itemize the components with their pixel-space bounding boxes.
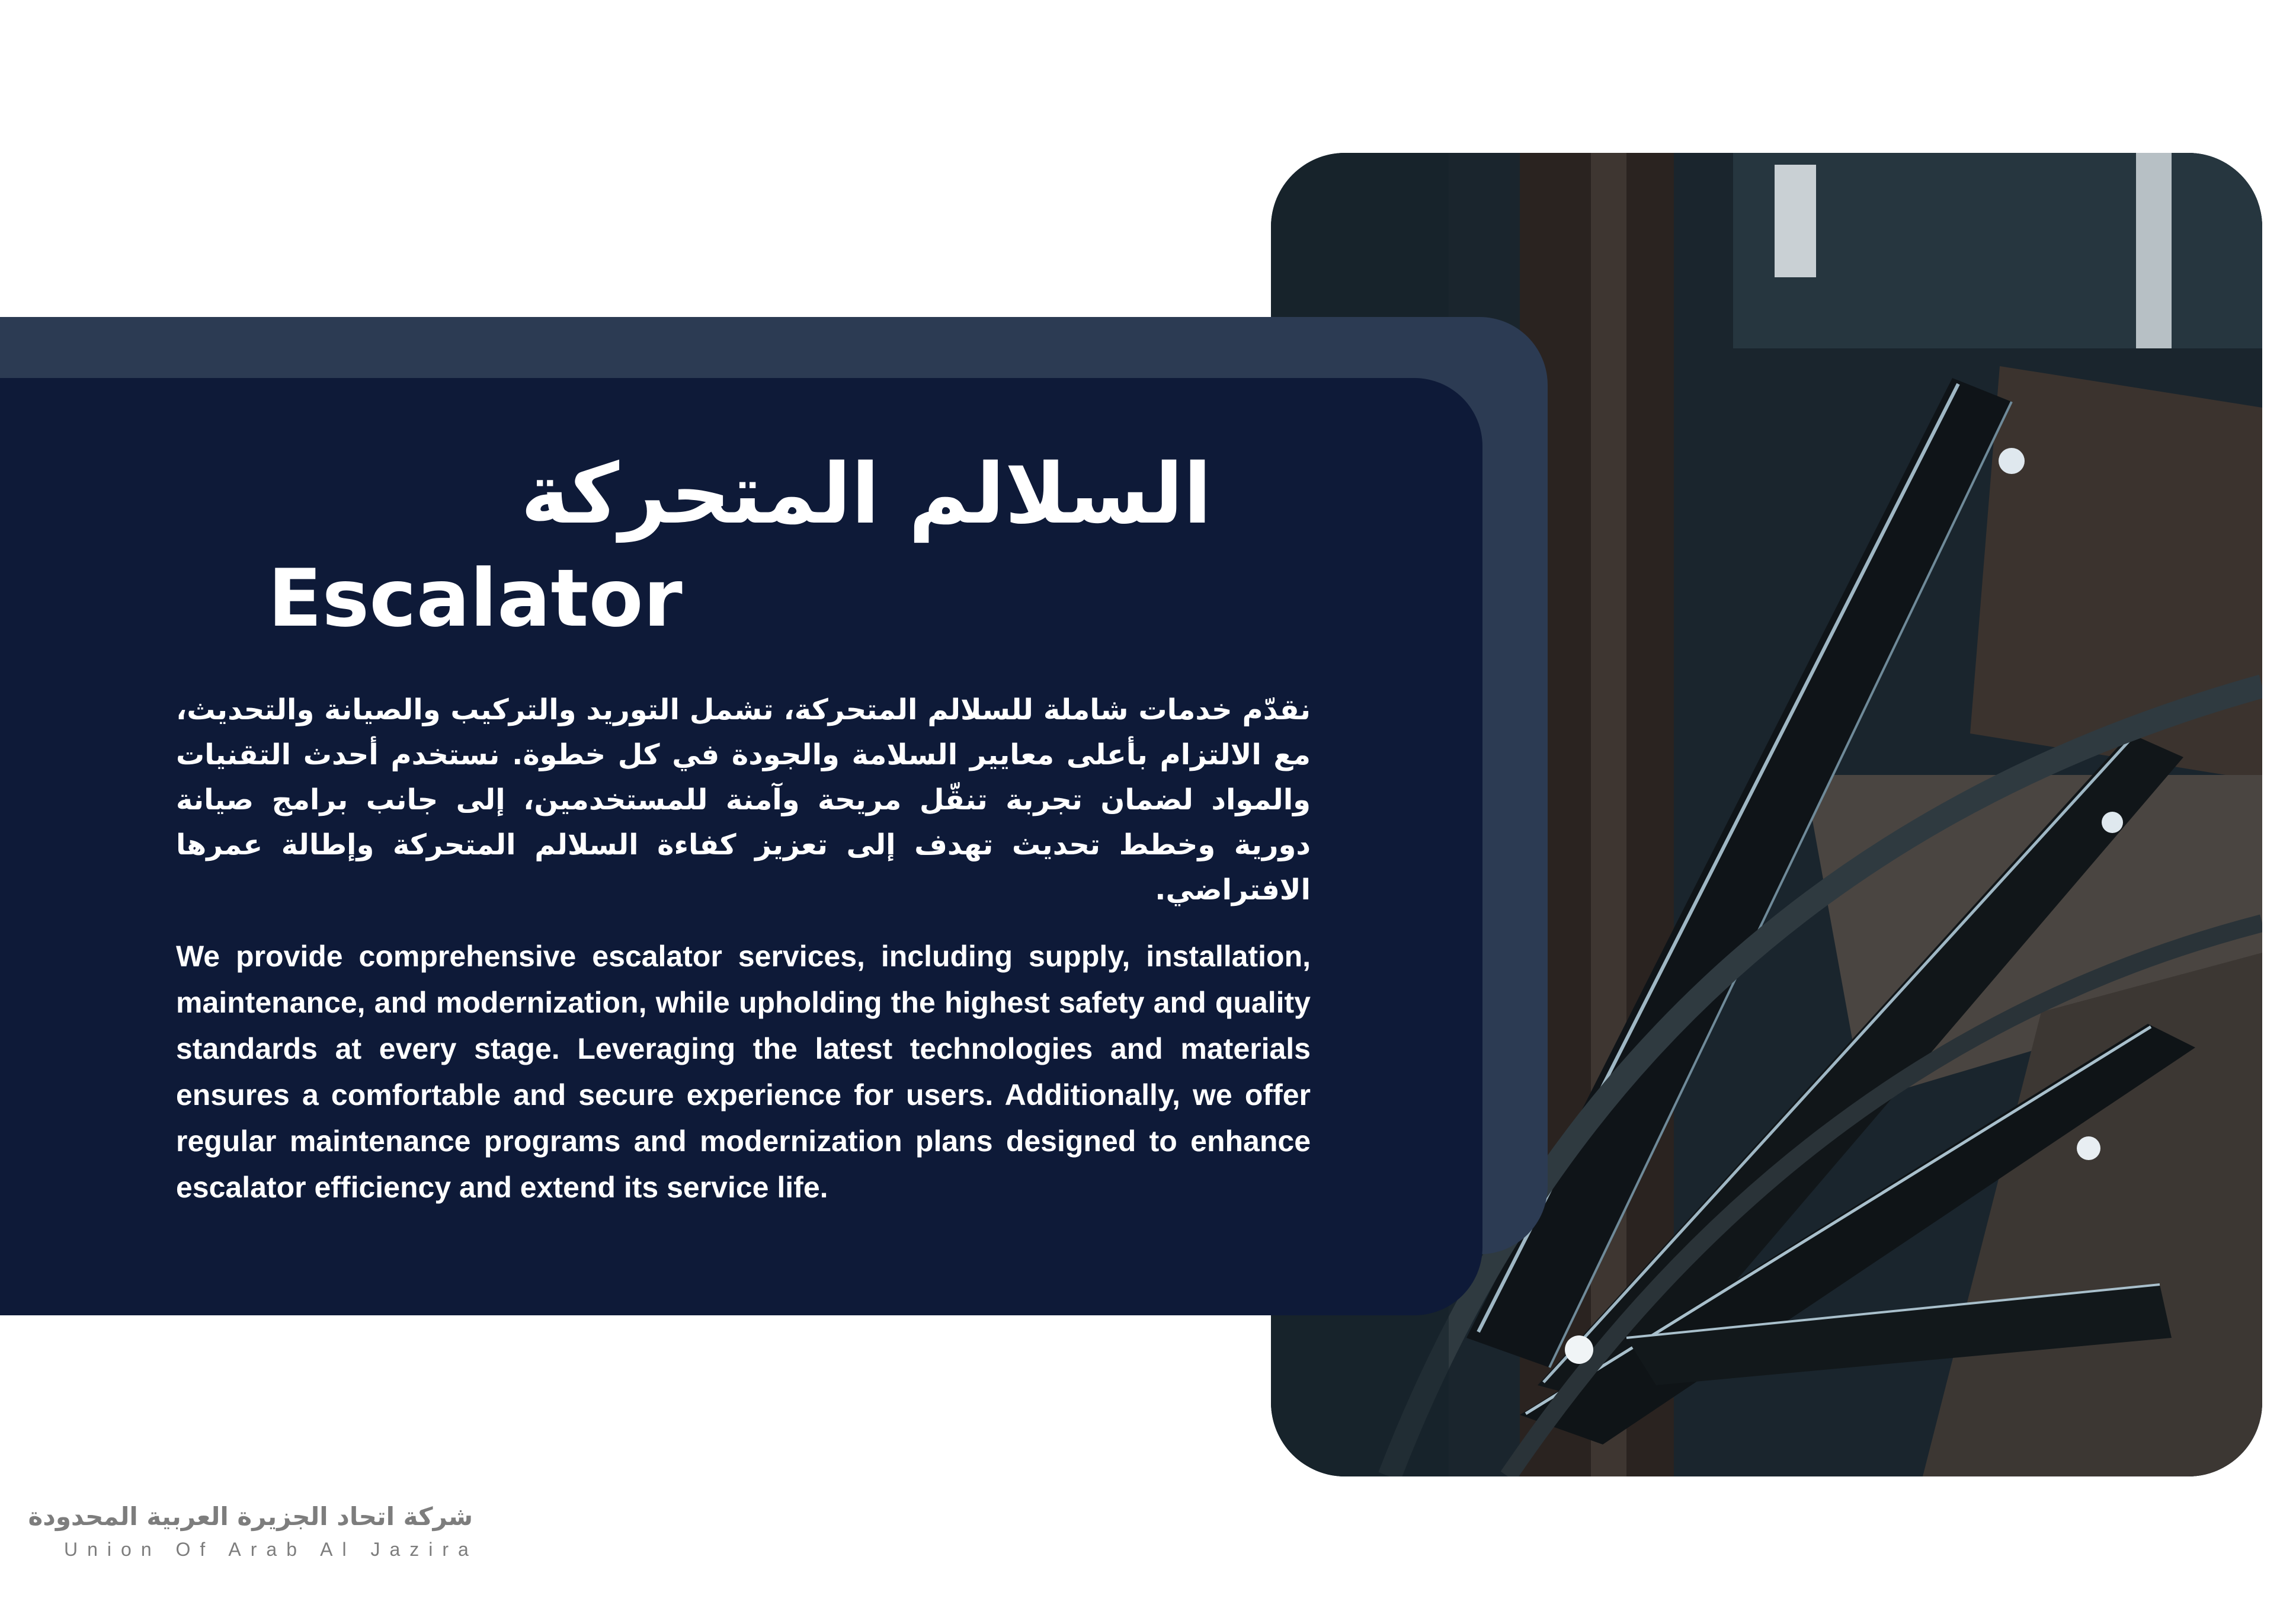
company-name-english: Union Of Arab Al Jazira bbox=[64, 1539, 478, 1560]
company-name-arabic: شركة اتحاد الجزيرة العربية المحدودة bbox=[28, 1502, 473, 1531]
company-logo bbox=[28, 1499, 478, 1564]
page-title-english: Escalator bbox=[268, 552, 683, 645]
page-title-arabic: السلالم المتحركة bbox=[520, 446, 1212, 543]
description-arabic: نقدّم خدمات شاملة للسلالم المتحركة، تشمل التوريد والتركيب والصيانة والتحديث، مع الالتزام بأعلى معايير السلامة والجودة في كل خطوة. نستخدم أحدث التقنيات والمواد لضمان تجربة تنقّل مريحة وآمنة للمستخدمين، إلى جانب برامج صيانة دورية وخطط تحديث تهدف إلى تعزيز كفاءة السلالم المتحركة وإطالة عمرها الافتراضي. bbox=[176, 693, 1311, 907]
description-english: We provide comprehensive escalator services, including supply, installation, maintenance, and modernization, while upholding the highest safety and quality standards at every stage. Leveraging the latest technologies and materials ensures a comfortable and secure experience for users. Additionally, we offer regular maintenance programs and modernization plans designed to enhance escalator efficiency and extend its service life. bbox=[176, 940, 1311, 1204]
